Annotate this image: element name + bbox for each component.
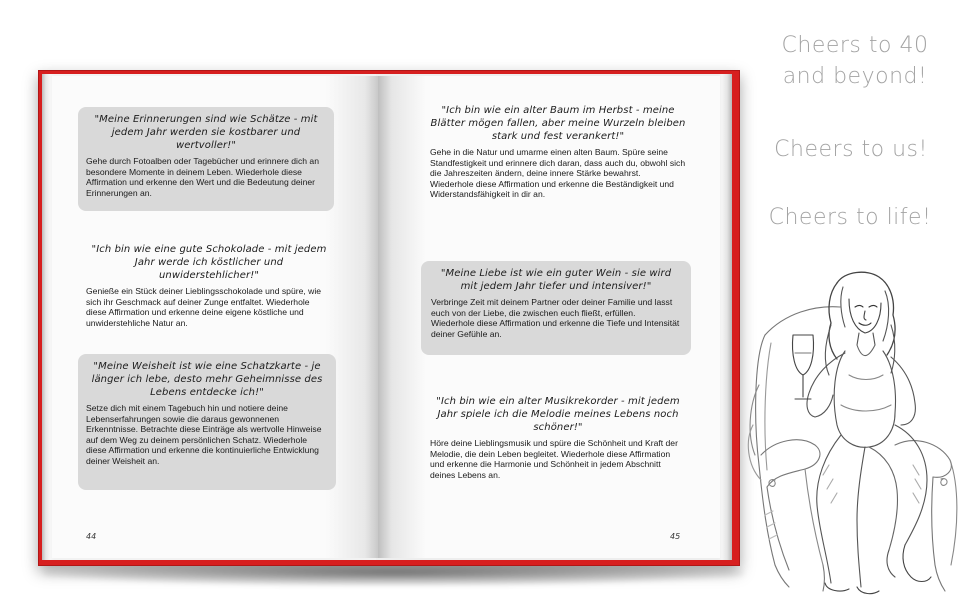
woman-in-armchair-illustration	[745, 265, 967, 597]
affirmation-quote: "Ich bin wie ein alter Musikrekorder - mit jedem Jahr spiele ich die Melodie meines Lebens noch schöner!"	[436, 396, 680, 433]
page-number: 45	[670, 532, 681, 541]
affirmation-block	[78, 354, 336, 490]
tagline-cheers-to-us: Cheers to us!	[774, 137, 928, 162]
affirmation-text: Gehe in die Natur und umarme einen alten Baum. Spüre seine Standfestigkeit und erinnere dich daran, dass auch du, obwohl sich die Jahreszeiten ändern, deine innere Stärke bewahrst. Wiederhole diese Affirmation und erkenne die Beständigkeit und Widerstandsfähigkeit in dir an.	[430, 147, 686, 200]
affirmation-text: Genieße ein Stück deiner Lieblingsschokolade und spüre, wie sich ihr Geschmack auf deiner Zunge entfaltet. Wiederhole diese Affirmation und erkenne deine eigene köstliche und unwiderstehliche Natur an.	[86, 286, 322, 328]
affirmation-text: Gehe durch Fotoalben oder Tagebücher und erinnere dich an besondere Momente in deinem Leben. Wiederhole diese Affirmation und erkenne den Wert und die Bedeutung deiner Erinnerungen an.	[86, 156, 319, 198]
affirmation-block	[430, 104, 686, 200]
affirmation-block	[86, 243, 332, 328]
affirmation-quote: "Meine Weisheit ist wie eine Schatzkarte - je länger ich lebe, desto mehr Geheimnisse des Lebens entdecke ich!"	[91, 361, 323, 398]
affirmation-block	[430, 395, 686, 480]
affirmation-quote: "Ich bin wie eine gute Schokolade - mit jedem Jahr werde ich köstlicher und unwiderstehlicher!"	[91, 244, 327, 281]
affirmation-block	[421, 261, 691, 355]
affirmation-quote: "Ich bin wie ein alter Baum im Herbst - meine Blätter mögen fallen, aber meine Wurzeln bleiben stark und fest verankert!"	[430, 105, 686, 142]
affirmation-text: Setze dich mit einem Tagebuch hin und notiere deine Lebenserfahrungen sowie die daraus gewonnenen Erkenntnisse. Betrachte diese Einträge als wertvolle Hinweise auf dem Weg zu deinem persönlichen Schatz. Wiederhole diese Affirmation und erkenne die kontinuierliche Entwicklung deiner Weisheit an.	[86, 403, 322, 466]
affirmation-quote: "Meine Erinnerungen sind wie Schätze - mit jedem Jahr werden sie kostbarer und wertvoller!"	[94, 114, 318, 151]
affirmation-block	[78, 107, 334, 211]
tagline-cheers-to-40: Cheers to 40 and beyond!	[781, 33, 929, 89]
tagline-cheers-to-life: Cheers to life!	[768, 205, 932, 230]
affirmation-text: Verbringe Zeit mit deinem Partner oder deiner Familie und lasst euch von der Liebe, die zwischen euch fließt, erfüllen. Wiederhole diese Affirmation und erkenne die Tiefe und Intensität deiner Gefühle an.	[431, 297, 680, 339]
affirmation-text: Höre deine Lieblingsmusik und spüre die Schönheit und Kraft der Melodie, die dein Leben begleitet. Wiederhole diese Affirmation und erkenne die Harmonie und Schönheit in jedem Abschnitt deines Lebens an.	[430, 438, 678, 480]
page-number: 44	[86, 532, 97, 541]
affirmation-quote: "Meine Liebe ist wie ein guter Wein - sie wird mit jedem Jahr tiefer und intensiver!"	[440, 268, 672, 292]
